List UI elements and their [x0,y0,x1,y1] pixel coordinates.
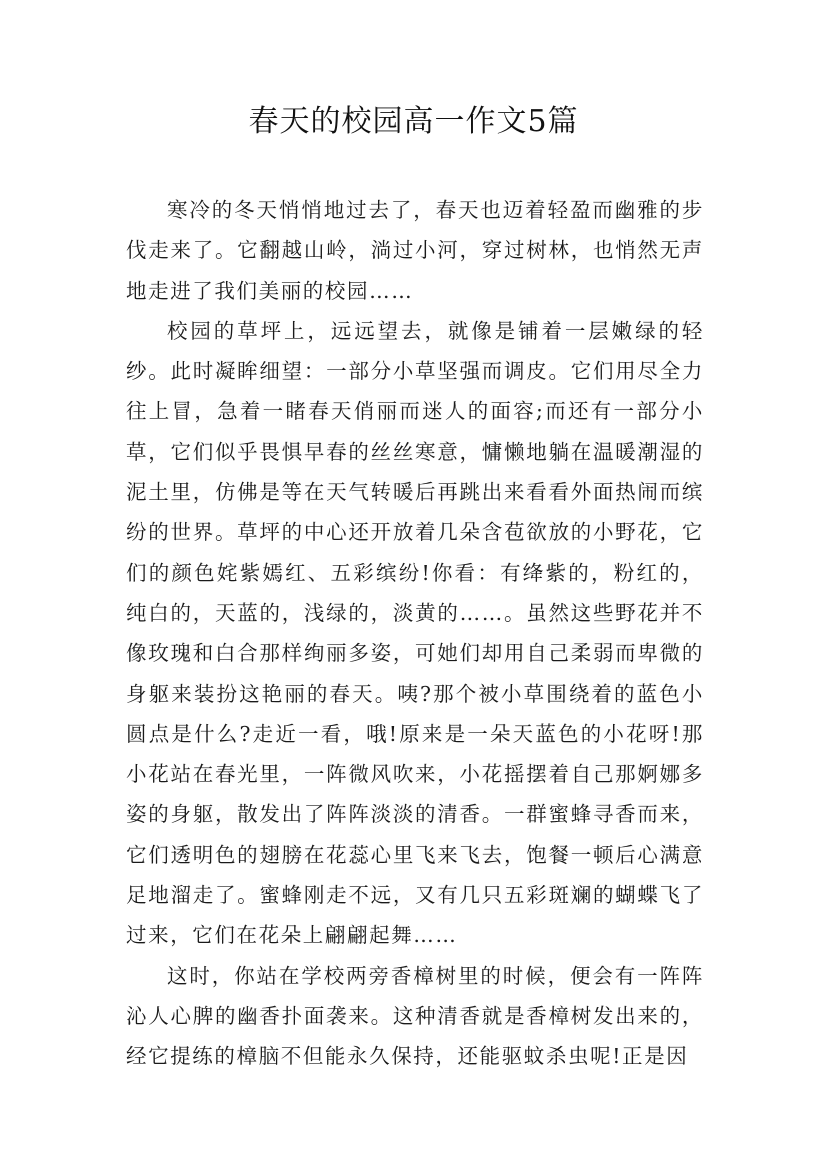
paragraph-1: 寒冷的冬天悄悄地过去了，春天也迈着轻盈而幽雅的步伐走来了。它翻越山岭，淌过小河，穿过树林，也悄然无声地走进了我们美丽的校园…… [126,198,704,303]
document-title: 春天的校园高一作文5篇 [248,104,579,139]
paragraph-3: 这时，你站在学校两旁香樟树里的时候，便会有一阵阵沁人心脾的幽香扑面袭来。这种清香就是香樟树发出来的，经它提练的樟脑不但能永久保持，还能驱蚊杀虫呢!正是因 [126,963,704,1069]
paragraph-2: 校园的草坪上，远远望去，就像是铺着一层嫩绿的轻纱。此时凝眸细望：一部分小草坚强而调皮。它们用尽全力往上冒，急着一睹春天俏丽而迷人的面容;而还有一部分小草，它们似乎畏惧早春的丝丝寒意，慵懒地躺在温暖潮湿的泥土里，仿佛是等在天气转暖后再跳出来看看外面热闹而缤纷的世界。草坪的中心还开放着几朵含苞欲放的小野花，它们的颜色姹紫嫣红、五彩缤纷!你看：有绛紫的，粉红的，纯白的，天蓝的，浅绿的，淡黄的……。虽然这些野花并不像玫瑰和白合那样绚丽多姿，可她们却用自己柔弱而卑微的身躯来装扮这艳丽的春天。咦?那个被小草围绕着的蓝色小圆点是什么?走近一看，哦!原来是一朵天蓝色的小花呀!那小花站在春光里，一阵微风吹来，小花摇摆着自己那婀娜多姿的身躯，散发出了阵阵淡淡的清香。一群蜜蜂寻香而来，它们透明色的翅膀在花蕊心里飞来飞去，饱餐一顿后心满意足地溜走了。蜜蜂刚走不远，又有几只五彩斑斓的蝴蝶飞了过来，它们在花朵上翩翩起舞…… [126,318,704,948]
document-body [126,190,704,1077]
